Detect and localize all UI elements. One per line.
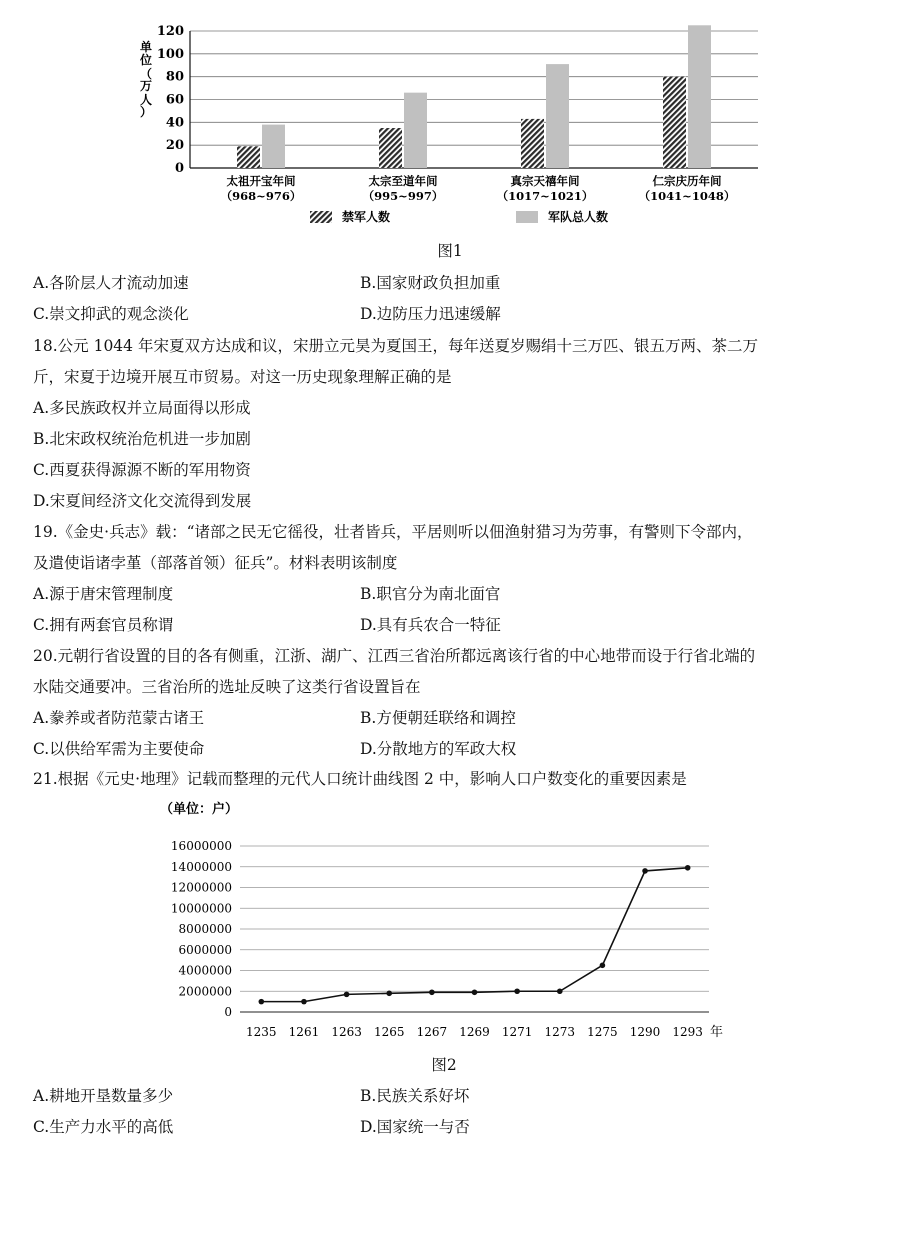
fig1-ylabel-4: 万 <box>139 79 153 93</box>
fig2-ytick-label: 16000000 <box>170 839 232 853</box>
fig1-bar-total <box>404 93 427 168</box>
q18-option-d: D.宋夏间经济文化交流得到发展 <box>33 492 252 510</box>
q21-option-a: A.耕地开垦数量多少 <box>33 1087 174 1105</box>
fig2-series-line <box>261 868 687 1002</box>
fig1-xtick-range: （968~976） <box>220 189 302 203</box>
fig2-ytick-label: 4000000 <box>178 963 232 978</box>
fig2-data-point <box>600 963 606 969</box>
fig2-xtick-label: 1265 <box>373 1025 405 1039</box>
fig1-xtick-name: 太祖开宝年间 <box>226 174 296 188</box>
q21-stem-line1: 21.根据《元史·地理》记载而整理的元代人口统计曲线图 2 中，影响人口户数变化的重要因素是 <box>33 770 687 788</box>
fig2-data-point <box>557 988 563 994</box>
fig2-xtick-label: 1269 <box>459 1025 490 1039</box>
fig2-xtick-label: 1271 <box>501 1025 533 1039</box>
fig2-xtick-label: 1267 <box>416 1025 448 1039</box>
fig1-caption: 图1 <box>437 242 463 260</box>
fig2-caption: 图2 <box>431 1056 457 1074</box>
q21-option-c: C.生产力水平的高低 <box>33 1118 174 1136</box>
fig1-bar-total <box>546 64 569 168</box>
fig1-ytick-label: 0 <box>174 161 184 176</box>
q19-option-a: A.源于唐宋管理制度 <box>33 585 174 603</box>
q19-option-b: B.职官分为南北面官 <box>360 585 501 603</box>
q17-option-b: B.国家财政负担加重 <box>360 274 501 292</box>
fig2-data-point <box>685 865 691 871</box>
legend-label-jinjun: 禁军人数 <box>342 210 391 224</box>
fig1-bar-total <box>262 125 285 168</box>
fig1-chart <box>0 0 900 240</box>
q19-stem-line1: 19.《金史·兵志》载：“诸部之民无它徭役，壮者皆兵，平居则听以佃渔射猎习为劳事，有警则下令部内， <box>33 523 753 541</box>
q18-option-b: B.北宋政权统治危机进一步加剧 <box>33 430 251 448</box>
q19-stem-line2: 及遣使诣诸孛堇（部落首领）征兵”。材料表明该制度 <box>33 554 398 572</box>
fig1-xtick-range: （1017~1021） <box>496 189 594 203</box>
fig2-xtick-label: 1273 <box>544 1025 576 1039</box>
q19-option-d: D.具有兵农合一特征 <box>360 616 501 634</box>
fig2-data-point <box>386 991 392 997</box>
fig1-bar-jinjun <box>237 146 260 168</box>
fig2-ytick-label: 6000000 <box>178 942 232 957</box>
fig2-xtick-label: 1261 <box>288 1025 320 1039</box>
fig1-ylabel-5: 人 <box>139 93 153 107</box>
q20-option-c: C.以供给军需为主要使命 <box>33 740 205 758</box>
fig2-ytick-label: 12000000 <box>170 880 232 895</box>
legend-swatch-jinjun <box>310 211 332 223</box>
fig1-ytick-label: 100 <box>156 46 184 62</box>
fig2-ytick-label: 14000000 <box>170 859 232 874</box>
q20-stem-line1: 20.元朝行省设置的目的各有侧重，江浙、湖广、江西三省治所都远离该行省的中心地带而设于行省北端的 <box>33 647 756 665</box>
fig1-bar-total <box>688 25 711 168</box>
q20-stem-line2: 水陆交通要冲。三省治所的选址反映了这类行省设置旨在 <box>33 678 421 696</box>
fig2-ytick-label: 10000000 <box>170 901 232 916</box>
q20-option-b: B.方便朝廷联络和调控 <box>360 709 516 727</box>
fig1-xtick-name: 仁宗庆历年间 <box>652 174 722 188</box>
q17-option-d: D.边防压力迅速缓解 <box>360 305 501 323</box>
fig1-ytick-label: 80 <box>165 69 184 85</box>
fig1-ytick-label: 120 <box>156 24 184 39</box>
q17-option-a: A.各阶层人才流动加速 <box>33 274 189 292</box>
fig1-ytick-label: 60 <box>165 92 184 108</box>
fig2-data-point <box>642 868 648 874</box>
q18-stem-line2: 斤，宋夏于边境开展互市贸易。对这一历史现象理解正确的是 <box>33 368 452 386</box>
fig1-ylabel-6: ） <box>139 105 153 119</box>
fig1-ytick-label: 40 <box>165 115 184 131</box>
q18-option-c: C.西夏获得源源不断的军用物资 <box>33 461 251 479</box>
q20-option-d: D.分散地方的军政大权 <box>360 740 517 758</box>
fig1-xtick-range: （1041~1048） <box>638 189 736 203</box>
fig1-xtick-name: 真宗天禧年间 <box>510 174 580 188</box>
fig2-xtick-label: 1275 <box>587 1025 618 1039</box>
fig1-ylabel-2: 位 <box>139 53 153 67</box>
fig1-bar-jinjun <box>379 128 402 168</box>
q21-option-b: B.民族关系好坏 <box>360 1087 470 1105</box>
fig2-xtick-label: 1263 <box>331 1025 362 1039</box>
fig1-ylabel-3: （ <box>139 67 153 81</box>
fig1-xtick-name: 太宗至道年间 <box>368 174 438 188</box>
fig1-ylabel-1: 单 <box>139 40 153 54</box>
fig2-xtick-label: 1293 <box>672 1025 703 1039</box>
fig2-ytick-label: 2000000 <box>178 984 232 999</box>
fig1-bar-jinjun <box>521 119 544 168</box>
q20-option-a: A.豢养或者防范蒙古诸王 <box>33 709 205 727</box>
fig2-data-point <box>429 989 435 995</box>
q17-option-c: C.崇文抑武的观念淡化 <box>33 305 189 323</box>
fig1-bar-jinjun <box>663 77 686 168</box>
fig2-chart <box>0 790 900 1040</box>
legend-swatch-total <box>516 211 538 223</box>
q19-option-c: C.拥有两套官员称谓 <box>33 616 174 634</box>
fig2-ytick-label: 8000000 <box>178 922 232 936</box>
q21-option-d: D.国家统一与否 <box>360 1118 470 1136</box>
fig2-ytick-label: 0 <box>224 1005 232 1019</box>
fig1-ytick-label: 20 <box>165 138 184 154</box>
fig2-xtick-label: 1235 <box>246 1025 277 1039</box>
fig2-data-point <box>259 999 265 1005</box>
fig2-data-point <box>301 999 307 1005</box>
q18-stem-line1: 18.公元 1044 年宋夏双方达成和议，宋册立元昊为夏国王，每年送夏岁赐绢十三万匹、银五万两、茶二万 <box>33 337 758 355</box>
fig2-x-unit: 年 <box>710 1025 724 1040</box>
q18-option-a: A.多民族政权并立局面得以形成 <box>33 399 251 417</box>
fig2-data-point <box>344 992 350 998</box>
fig1-xtick-range: （995~997） <box>362 189 444 203</box>
fig2-xtick-label: 1290 <box>629 1025 661 1039</box>
fig2-data-point <box>472 989 478 995</box>
fig2-data-point <box>514 988 520 994</box>
fig2-unit-label: （单位：户） <box>160 802 239 817</box>
legend-label-total: 军队总人数 <box>548 210 609 224</box>
